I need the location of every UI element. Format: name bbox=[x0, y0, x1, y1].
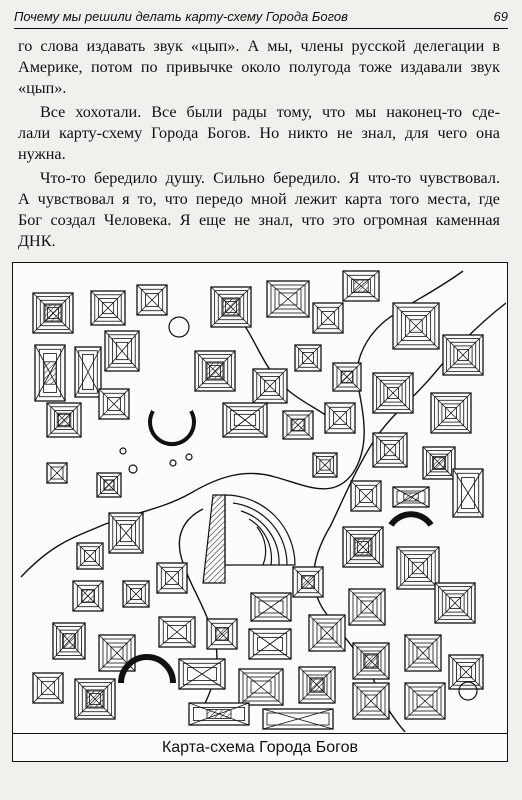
pyramid-structure bbox=[75, 679, 115, 719]
text-line: А чувствовал я то, что передо мной лежит карта того места, где bbox=[18, 190, 500, 208]
text-line: ДНК. bbox=[18, 232, 56, 250]
pyramid-structure bbox=[91, 291, 125, 325]
pyramid-structure bbox=[109, 513, 143, 553]
page-number: 69 bbox=[493, 9, 508, 24]
pyramid-structure bbox=[251, 593, 291, 621]
pyramid-structure bbox=[211, 287, 251, 327]
pyramid-structure bbox=[333, 363, 361, 391]
pyramid-structure bbox=[293, 567, 323, 597]
pyramid-structure bbox=[283, 411, 313, 439]
text-line: го слова издавать звук «цып». А мы, члены русской делегации в bbox=[18, 37, 500, 55]
text-line: Что-то бередило душу. Сильно бередило. Я что-то чувствовал. bbox=[40, 169, 500, 187]
paragraph-3 bbox=[18, 168, 500, 252]
pyramid-structure bbox=[207, 619, 237, 649]
figure-caption: Карта-схема Города Богов bbox=[12, 734, 508, 762]
pyramid-structure bbox=[353, 643, 389, 679]
pyramid-structure bbox=[195, 351, 235, 391]
pyramid-structure bbox=[77, 543, 103, 569]
pyramid-structure bbox=[343, 271, 379, 301]
pyramid-structure bbox=[393, 303, 439, 349]
pyramid-structure bbox=[263, 709, 333, 729]
text-line: «цып». bbox=[18, 79, 67, 97]
pyramid-structure bbox=[295, 345, 321, 371]
pyramid-structure bbox=[123, 581, 149, 607]
circle-top bbox=[169, 317, 189, 337]
pyramid-structure bbox=[353, 683, 389, 719]
pyramid-structure bbox=[157, 563, 187, 593]
running-head: Почему мы решили делать карту-схему Города Богов bbox=[14, 9, 348, 24]
pyramid-structure bbox=[75, 347, 101, 397]
text-line: Все хохотали. Все были рады тому, что мы наконец-то сде- bbox=[40, 103, 500, 121]
pyramid-structure bbox=[97, 473, 121, 497]
pyramid-structure bbox=[449, 655, 483, 689]
pyramid-structure bbox=[47, 463, 67, 483]
pyramid-structure bbox=[137, 285, 167, 315]
pyramid-structure bbox=[343, 527, 383, 567]
pyramid-structure bbox=[405, 635, 441, 671]
pyramid-structure bbox=[33, 293, 73, 333]
pyramid-structure bbox=[431, 393, 471, 433]
pyramid-structure bbox=[189, 703, 249, 725]
pyramid-structure bbox=[73, 581, 103, 611]
city-map-drawing bbox=[13, 263, 506, 732]
city-of-gods-map-figure bbox=[12, 262, 508, 734]
pyramid-structure bbox=[53, 623, 85, 659]
paragraph-2 bbox=[18, 102, 500, 165]
pyramid-structure bbox=[309, 615, 345, 651]
pyramid-structure bbox=[267, 281, 309, 317]
ring-structure bbox=[150, 411, 194, 444]
pyramid-structure bbox=[159, 617, 195, 647]
pyramid-structure bbox=[35, 345, 65, 401]
pyramid-structure bbox=[223, 403, 267, 437]
pyramid-structure bbox=[313, 453, 337, 477]
pyramid-structure bbox=[47, 403, 81, 437]
text-line: нужна. bbox=[18, 145, 66, 163]
text-line: Америке, потом по привычке около полугода тоже издавали звук bbox=[18, 58, 500, 76]
pyramid-structure bbox=[179, 659, 225, 689]
body-text bbox=[18, 36, 500, 255]
arch-structure-right bbox=[391, 514, 431, 525]
pyramid-structure bbox=[435, 583, 475, 623]
pyramid-structure bbox=[423, 447, 455, 479]
pyramid-structure bbox=[239, 669, 283, 705]
pyramid-structure bbox=[393, 487, 429, 507]
pyramid-structure bbox=[453, 469, 483, 517]
pyramid-structure bbox=[373, 373, 413, 413]
pyramid-structure bbox=[351, 481, 381, 511]
text-line: Бог создал Человека. Я еще не знал, что это огромная каменная bbox=[18, 211, 500, 229]
pyramid-structure bbox=[313, 303, 343, 333]
great-semicircle-structure bbox=[203, 495, 295, 583]
pyramid-structure bbox=[349, 589, 385, 625]
pyramid-structure bbox=[105, 331, 139, 371]
pyramid-structure bbox=[373, 433, 407, 467]
pyramid-structure bbox=[99, 389, 129, 419]
pyramid-structure bbox=[325, 403, 355, 433]
pyramid-structure bbox=[299, 667, 335, 703]
pyramid-structure bbox=[405, 683, 445, 719]
pyramid-structure bbox=[397, 547, 439, 589]
text-line: лали карту-схему Города Богов. Но никто не знал, для чего она bbox=[18, 124, 500, 142]
pyramid-structure bbox=[249, 629, 291, 659]
paragraph-1 bbox=[18, 36, 500, 99]
pyramid-structure bbox=[443, 335, 483, 375]
pyramid-structure bbox=[33, 673, 63, 703]
pyramid-structure bbox=[253, 369, 287, 403]
page-header bbox=[14, 8, 508, 29]
